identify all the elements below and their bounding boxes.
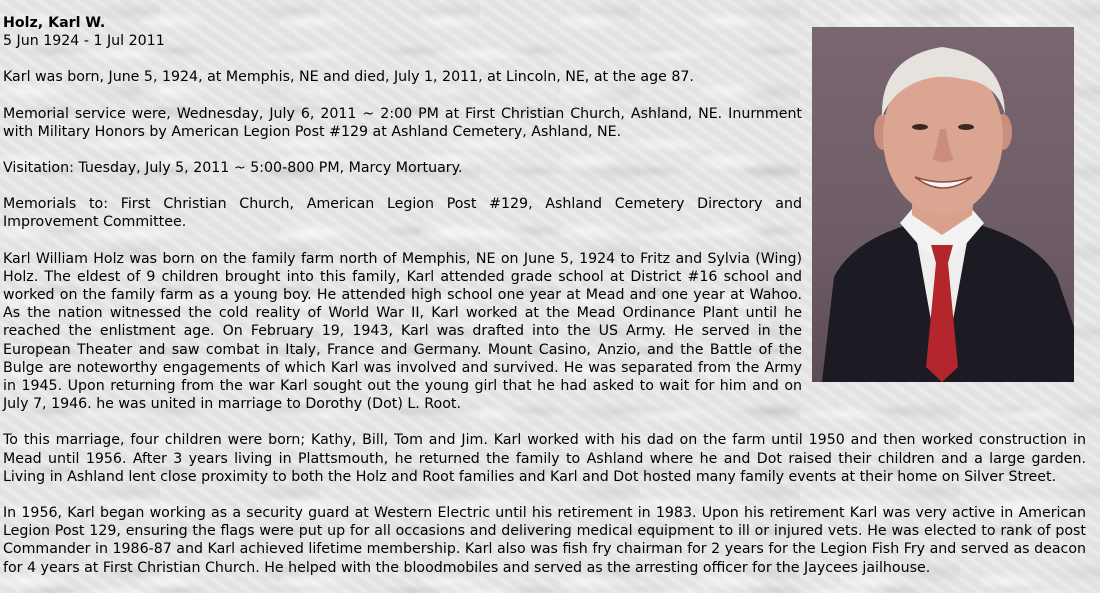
- portrait-photo: [812, 27, 1074, 382]
- right-eye: [958, 124, 974, 130]
- visitation-paragraph: Visitation: Tuesday, July 5, 2011 ~ 5:00-800 PM, Marcy Mortuary.: [3, 160, 463, 177]
- birth-death-paragraph: Karl was born, June 5, 1924, at Memphis, NE and died, July 1, 2011, at Lincoln, NE, at the age 87.: [3, 69, 694, 86]
- life-dates: 5 Jun 1924 - 1 Jul 2011: [3, 33, 165, 50]
- portrait-illustration: [812, 27, 1074, 382]
- left-eye: [912, 124, 928, 130]
- marriage-family-paragraph: To this marriage, four children were born; Kathy, Bill, Tom and Jim. Karl worked with his dad on the farm until 1950 and then worked construction in Mead until 1956. After 3 years living in Plattsmouth, he returned the family to Ashland where he and Dot raised their children and a large garden. Living in Ashland lent close proximity to both the Holz and Root families and Karl and Dot hosted many family events at their home on Silver Street.: [3, 432, 1086, 485]
- career-service-paragraph: In 1956, Karl began working as a security guard at Western Electric until his retirement in 1983. Upon his retirement Karl was very active in American Legion Post 129, ensuring the flags were put up for all occasions and delivering medical equipment to ill or injured vets. He was elected to rank of post Commander in 1986-87 and Karl achieved lifetime membership. Karl also was fish fry chairman for 2 years for the Legion Fish Fry and served as deacon for 4 years at First Christian Church. He helped with the bloodmobiles and served as the arresting officer for the Jaycees jailhouse.: [3, 505, 1086, 576]
- obituary-text: [3, 14, 1086, 577]
- early-life-paragraph: Karl William Holz was born on the family farm north of Memphis, NE on June 5, 1924 to Fritz and Sylvia (Wing) Holz. The eldest of 9 children brought into this family, Karl attended grade school at District #16 school and worked on the family farm as a young boy. He attended high school one year at Mead and one year at Wahoo. As the nation witnessed the cold reality of World War II, Karl worked at the Mead Ordinance Plant until he reached the enlistment age. On February 19, 1943, Karl was drafted into the US Army. He served in the European Theater and saw combat in Italy, France and Germany. Mount Casino, Anzio, and the Battle of the Bulge are noteworthy engagements of which Karl was involved and survived. He was separated from the Army in 1945. Upon returning from the war Karl sought out the young girl that he had asked to wait for him and on July 7, 1946. he was united in marriage to Dorothy (Dot) L. Root.: [3, 250, 802, 413]
- deceased-name: Holz, Karl W.: [3, 15, 106, 31]
- memorial-service-paragraph: Memorial service were, Wednesday, July 6, 2011 ~ 2:00 PM at First Christian Church, Ashland, NE. Inurnment with Military Honors by American Legion Post #129 at Ashland Cemetery, Ashland, NE.: [3, 105, 802, 140]
- memorials-paragraph: Memorials to: First Christian Church, American Legion Post #129, Ashland Cemetery Directory and Improvement Committee.: [3, 196, 802, 231]
